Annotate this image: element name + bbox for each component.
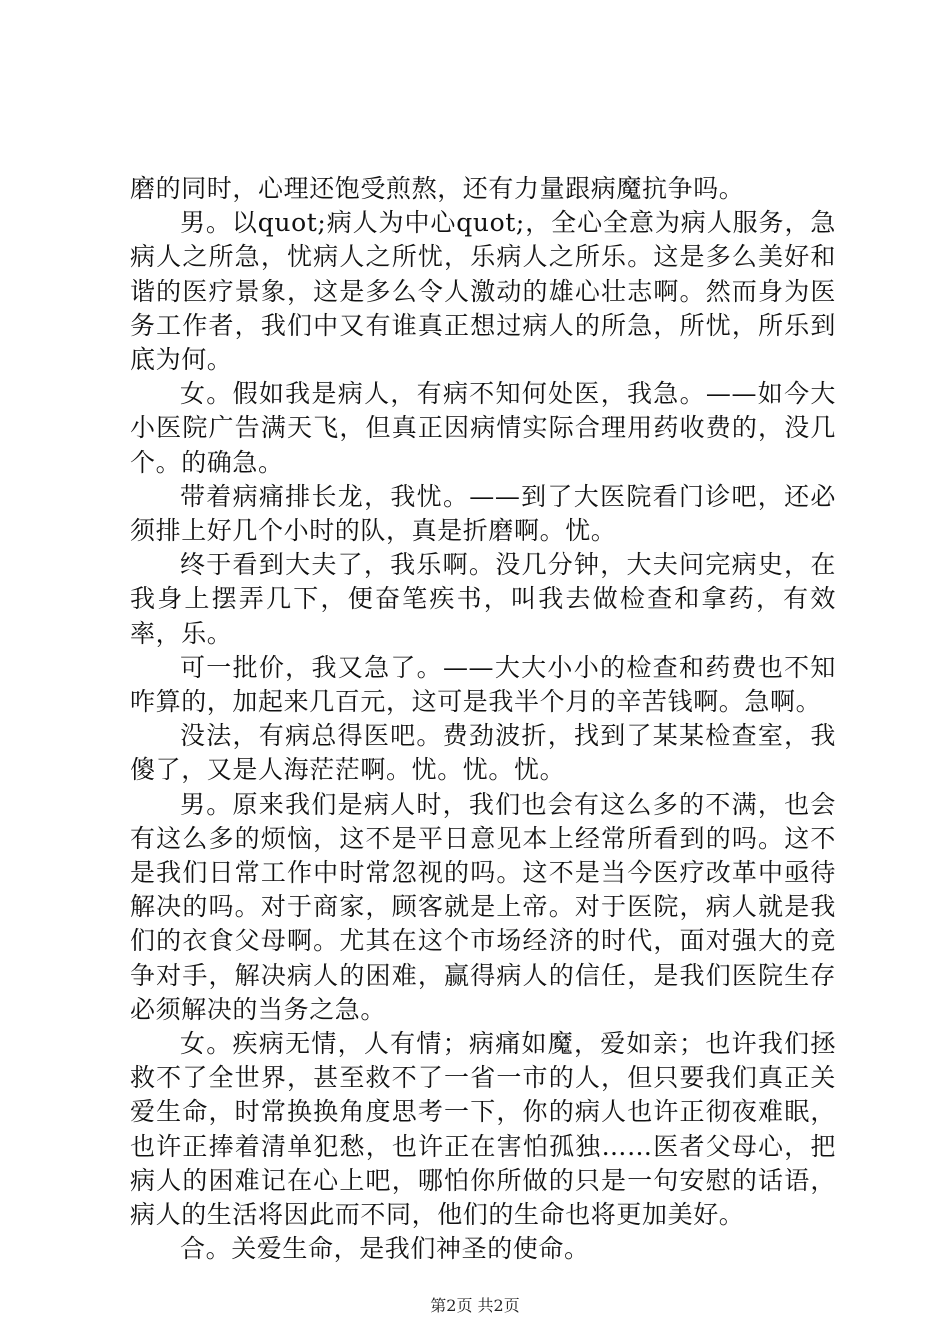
paragraph: 可一批价，我又急了。——大大小小的检查和药费也不知咋算的，加起来几百元，这可是我半个月的辛苦钱啊。急啊。	[130, 652, 836, 717]
paragraph: 女。疾病无情，人有情；病痛如魔，爱如亲；也许我们拯救不了全世界，甚至救不了一省一市的人，但只要我们真正关爱生命，时常换换角度思考一下，你的病人也许正彻夜难眠，也许正捧着清单犯愁，也许正在害怕孤独……医者父母心，把病人的困难记在心上吧，哪怕你所做的只是一句安慰的话语，病人的生活将因此而不同，他们的生命也将更加美好。	[130, 1029, 836, 1230]
paragraph: 终于看到大夫了，我乐啊。没几分钟，大夫问完病史，在我身上摆弄几下，便奋笔疾书，叫我去做检查和拿药，有效率，乐。	[130, 550, 836, 648]
paragraph: 男。以quot;病人为中心quot;，全心全意为病人服务，急病人之所急，忧病人之所忧，乐病人之所乐。这是多么美好和谐的医疗景象，这是多么令人激动的雄心壮志啊。然而身为医务工作者，我们中又有谁真正想过病人的所急，所忧，所乐到底为何。	[130, 208, 836, 375]
page-number-footer: 第2页 共2页	[430, 1296, 520, 1315]
paragraph: 男。原来我们是病人时，我们也会有这么多的不满，也会有这么多的烦恼，这不是平日意见本上经常所看到的吗。这不是我们日常工作中时常忽视的吗。这不是当今医疗改革中亟待解决的吗。对于商家，顾客就是上帝。对于医院，病人就是我们的衣食父母啊。尤其在这个市场经济的时代，面对强大的竞争对手，解决病人的困难，赢得病人的信任，是我们医院生存必须解决的当务之急。	[130, 789, 836, 1024]
paragraph: 没法，有病总得医吧。费劲波折，找到了某某检查室，我傻了，又是人海茫茫啊。忧。忧。忧。	[130, 721, 836, 785]
paragraph-continuation: 磨的同时，心理还饱受煎熬，还有力量跟病魔抗争吗。	[130, 174, 745, 203]
paragraph: 合。关爱生命，是我们神圣的使命。	[180, 1234, 590, 1264]
paragraph: 带着病痛排长龙，我忧。——到了大医院看门诊吧，还必须排上好几个小时的队，真是折磨啊。忧。	[130, 481, 836, 546]
document-body	[130, 172, 836, 1267]
paragraph: 女。假如我是病人，有病不知何处医，我急。——如今大小医院广告满天飞，但真正因病情实际合理用药收费的，没几个。的确急。	[130, 379, 836, 477]
